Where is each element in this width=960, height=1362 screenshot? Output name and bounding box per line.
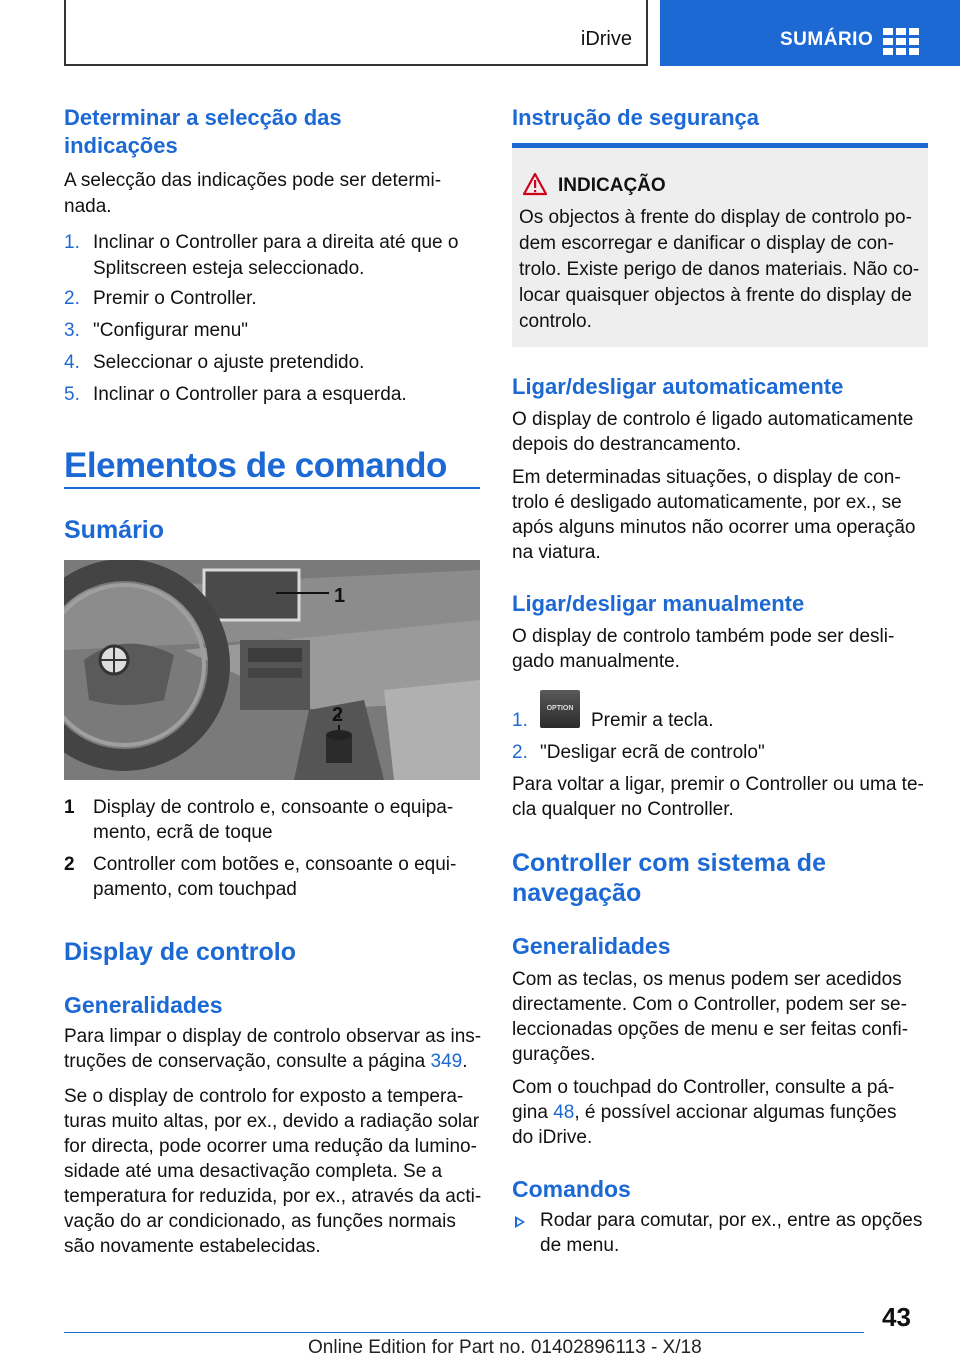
callout-2: 2 bbox=[332, 704, 344, 726]
legend-text: pamento, com touchpad bbox=[93, 879, 297, 900]
para-temp: for directa, pode ocorrer uma redução da lumino- bbox=[64, 1136, 477, 1157]
legend-number: 1 bbox=[64, 797, 75, 818]
step-number: 1. bbox=[64, 232, 80, 253]
step-number: 3. bbox=[64, 320, 80, 341]
step-text: Premir o Controller. bbox=[93, 288, 257, 309]
para-touch: do iDrive. bbox=[512, 1127, 593, 1148]
warning-icon bbox=[522, 172, 548, 196]
warning-text: Os objectos à frente do display de controlo po- dem escorregar e danificar o display de con- trolo. Existe perigo de danos materiais. Não co- locar quaisquer objectos à frente do display de controlo. bbox=[519, 207, 920, 332]
step-text: Inclinar o Controller para a direita até que o bbox=[93, 232, 459, 253]
para-temp: sidade até uma desactivação completa. Se a bbox=[64, 1161, 443, 1182]
grid-icon[interactable] bbox=[883, 28, 923, 56]
para-selection: A selecção das indicações pode ser determi-nada. bbox=[64, 170, 442, 217]
para-clean-2: truções de conservação, consulte a página 349. bbox=[64, 1051, 468, 1072]
command-text: Rodar para comutar, por ex., entre as opções bbox=[540, 1210, 923, 1231]
legend-text: Controller com botões e, consoante o equi- bbox=[93, 854, 457, 875]
heading-commands: Comandos bbox=[512, 1176, 631, 1202]
legend-text: mento, ecrã de toque bbox=[93, 822, 273, 843]
page-link-48[interactable]: 48 bbox=[553, 1102, 575, 1123]
para-clean: Para limpar o display de controlo observar as ins- bbox=[64, 1026, 482, 1047]
dashboard-image bbox=[64, 560, 480, 780]
legend-text: Display de controlo e, consoante o equipa- bbox=[93, 797, 454, 818]
para-auto: na viatura. bbox=[512, 542, 601, 563]
para-back: cla qualquer no Controller. bbox=[512, 799, 734, 820]
heading-nav: Controller com sistema de bbox=[512, 849, 826, 877]
bullet-arrow-icon bbox=[515, 1216, 525, 1228]
step-number: 1. bbox=[512, 710, 528, 731]
toc-label: SUMÁRIO bbox=[780, 29, 874, 50]
heading-rule bbox=[64, 487, 480, 489]
para-auto: Em determinadas situações, o display de con- bbox=[512, 467, 901, 488]
page-link-349[interactable]: 349 bbox=[430, 1051, 463, 1072]
para-temp: Se o display de controlo for exposto a tempera- bbox=[64, 1086, 464, 1107]
para-keys: leccionadas opções de menu e ser feitas confi- bbox=[512, 1019, 909, 1040]
para-temp: vação do ar condicionado, as funções normais bbox=[64, 1211, 456, 1232]
para-back: Para voltar a ligar, premir o Controller ou uma te- bbox=[512, 774, 924, 795]
option-key-icon: OPTION bbox=[540, 690, 580, 728]
para-manual: gado manualmente. bbox=[512, 651, 680, 672]
para-auto: O display de controlo é ligado automaticamente bbox=[512, 409, 914, 430]
step-text: Inclinar o Controller para a esquerda. bbox=[93, 384, 407, 405]
step-number: 2. bbox=[64, 288, 80, 309]
para-touch: Com o touchpad do Controller, consulte a pá- bbox=[512, 1077, 895, 1098]
command-text: de menu. bbox=[540, 1235, 620, 1256]
warning-box bbox=[512, 143, 928, 347]
legend-number: 2 bbox=[64, 854, 75, 875]
para-auto: trolo é desligado automaticamente, por ex., se bbox=[512, 492, 902, 513]
header-section-tab[interactable] bbox=[64, 0, 648, 66]
warning-title: INDICAÇÃO bbox=[558, 175, 666, 196]
para-auto: após alguns minutos não ocorrer uma operação bbox=[512, 517, 916, 538]
header-section-label: iDrive bbox=[580, 28, 632, 50]
para-keys: gurações. bbox=[512, 1044, 596, 1065]
footer-rule bbox=[64, 1332, 864, 1333]
heading-summary: Sumário bbox=[64, 516, 165, 544]
step-number: 2. bbox=[512, 742, 528, 763]
heading-general-right: Generalidades bbox=[512, 933, 671, 959]
heading-selection: Determinar a selecção das indicações bbox=[64, 105, 342, 158]
para-temp: são novamente estabelecidas. bbox=[64, 1236, 321, 1257]
para-keys: Com as teclas, os menus podem ser acedidos bbox=[512, 969, 902, 990]
step-text: Splitscreen esteja seleccionado. bbox=[93, 258, 365, 279]
step-text: "Desligar ecrã de controlo" bbox=[540, 742, 765, 763]
para-auto: depois do destrancamento. bbox=[512, 434, 742, 455]
heading-safety: Instrução de segurança bbox=[512, 105, 759, 130]
para-manual: O display de controlo também pode ser desli- bbox=[512, 626, 895, 647]
step-text: Premir a tecla. bbox=[591, 710, 714, 731]
heading-manual: Ligar/desligar manualmente bbox=[512, 591, 805, 616]
footer-edition: Online Edition for Part no. 01402896113 - X/18 bbox=[308, 1337, 702, 1358]
heading-display: Display de controlo bbox=[64, 938, 296, 966]
callout-1: 1 bbox=[334, 585, 346, 607]
heading-general: Generalidades bbox=[64, 992, 223, 1018]
step-number: 4. bbox=[64, 352, 80, 373]
page-number: 43 bbox=[882, 1302, 911, 1332]
step-number: 5. bbox=[64, 384, 80, 405]
step-text: Seleccionar o ajuste pretendido. bbox=[93, 352, 365, 373]
step-text: "Configurar menu" bbox=[93, 320, 249, 341]
para-touch-2: gina 48, é possível accionar algumas funções bbox=[512, 1102, 897, 1123]
heading-nav: navegação bbox=[512, 879, 642, 907]
heading-auto: Ligar/desligar automaticamente bbox=[512, 374, 844, 399]
heading-elements: Elementos de comando bbox=[64, 446, 447, 485]
para-temp: temperatura for reduzida, por ex., através da acti- bbox=[64, 1186, 482, 1207]
para-keys: directamente. Com o Controller, podem ser se- bbox=[512, 994, 907, 1015]
para-temp: turas muito altas, por ex., devido a radiação solar bbox=[64, 1111, 480, 1132]
